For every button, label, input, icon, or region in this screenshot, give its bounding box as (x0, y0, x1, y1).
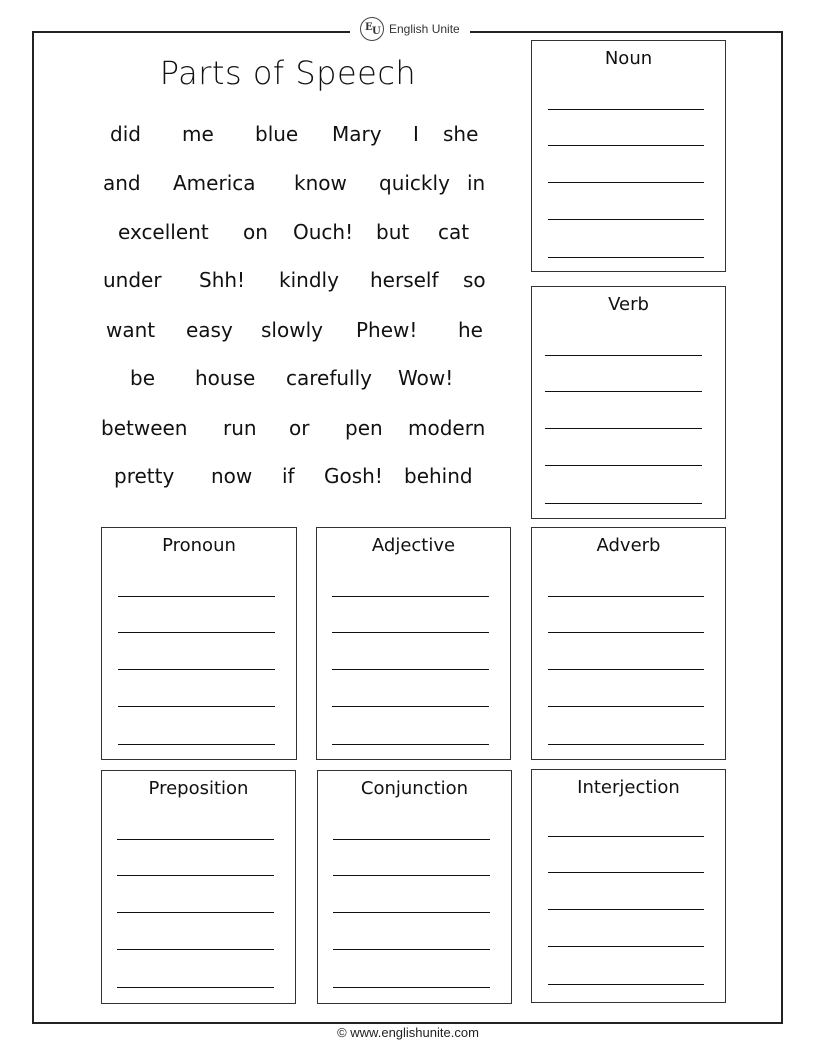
answer-line[interactable] (118, 744, 275, 745)
word-bank-word: kindly (279, 268, 339, 292)
answer-line[interactable] (332, 632, 489, 633)
logo-letter-e: E (365, 22, 373, 33)
word-bank-word: in (467, 171, 486, 195)
category-title: Conjunction (360, 778, 469, 799)
answer-line[interactable] (332, 669, 489, 670)
word-bank-word: between (101, 416, 188, 440)
word-bank-word: Ouch! (293, 220, 354, 244)
word-bank-word: be (130, 366, 155, 390)
word-bank-word: and (103, 171, 141, 195)
answer-line[interactable] (117, 912, 274, 913)
word-bank-word: slowly (261, 318, 323, 342)
word-bank-word: now (211, 464, 253, 488)
word-bank-word: Mary (332, 122, 382, 146)
word-bank-word: under (103, 268, 162, 292)
category-box-noun (531, 40, 726, 272)
answer-line[interactable] (332, 706, 489, 707)
category-box-verb (531, 286, 726, 519)
word-bank-word: did (110, 122, 141, 146)
word-bank-word: house (195, 366, 256, 390)
english-unite-logo-icon (360, 17, 384, 41)
category-box-interjection (531, 769, 726, 1003)
word-bank-word: but (376, 220, 410, 244)
category-box-adverb (531, 527, 726, 760)
word-bank-word: so (463, 268, 486, 292)
word-bank-word: I (413, 122, 419, 146)
answer-line[interactable] (548, 836, 704, 837)
answer-line[interactable] (545, 428, 702, 429)
answer-line[interactable] (333, 987, 490, 988)
word-bank-word: Shh! (199, 268, 246, 292)
answer-line[interactable] (548, 669, 704, 670)
answer-line[interactable] (333, 912, 490, 913)
word-bank-word: want (106, 318, 156, 342)
category-title: Preposition (148, 778, 249, 799)
answer-line[interactable] (545, 355, 702, 356)
answer-line[interactable] (333, 875, 490, 876)
answer-line[interactable] (548, 145, 704, 146)
word-bank-word: if (282, 464, 295, 488)
answer-line[interactable] (118, 632, 275, 633)
worksheet-title: Parts of Speech (159, 54, 417, 92)
answer-line[interactable] (332, 744, 489, 745)
category-title: Verb (608, 294, 649, 315)
word-bank-word: quickly (379, 171, 450, 195)
brand-logo (350, 14, 470, 44)
word-bank-word: modern (408, 416, 486, 440)
category-title: Adverb (596, 535, 661, 556)
answer-line[interactable] (548, 109, 704, 110)
word-bank-word: know (294, 171, 347, 195)
category-box-pronoun (101, 527, 297, 760)
word-bank-word: Gosh! (324, 464, 383, 488)
word-bank-word: herself (370, 268, 439, 292)
answer-line[interactable] (548, 744, 704, 745)
answer-line[interactable] (545, 503, 702, 504)
word-bank-word: on (243, 220, 268, 244)
answer-line[interactable] (117, 987, 274, 988)
answer-line[interactable] (118, 669, 275, 670)
answer-line[interactable] (548, 909, 704, 910)
category-box-conjunction (317, 770, 512, 1004)
answer-line[interactable] (548, 182, 704, 183)
category-box-adjective (316, 527, 511, 760)
answer-line[interactable] (118, 706, 275, 707)
word-bank-word: blue (255, 122, 299, 146)
category-box-preposition (101, 770, 296, 1004)
category-title: Adjective (371, 535, 456, 556)
answer-line[interactable] (548, 632, 704, 633)
answer-line[interactable] (117, 949, 274, 950)
answer-line[interactable] (548, 257, 704, 258)
word-bank-word: pretty (114, 464, 175, 488)
answer-line[interactable] (548, 872, 704, 873)
brand-name: English Unite (389, 22, 460, 36)
word-bank-word: behind (404, 464, 473, 488)
answer-line[interactable] (548, 984, 704, 985)
word-bank-word: cat (438, 220, 470, 244)
category-title: Pronoun (162, 535, 236, 556)
answer-line[interactable] (548, 219, 704, 220)
word-bank-word: Wow! (398, 366, 454, 390)
word-bank-word: me (182, 122, 214, 146)
category-title: Interjection (577, 777, 680, 798)
answer-line[interactable] (545, 391, 702, 392)
answer-line[interactable] (548, 706, 704, 707)
answer-line[interactable] (117, 875, 274, 876)
word-bank-word: Phew! (356, 318, 418, 342)
word-bank-word: or (289, 416, 310, 440)
answer-line[interactable] (548, 596, 704, 597)
answer-line[interactable] (545, 465, 702, 466)
answer-line[interactable] (117, 839, 274, 840)
word-bank-word: easy (186, 318, 233, 342)
answer-line[interactable] (333, 839, 490, 840)
answer-line[interactable] (333, 949, 490, 950)
word-bank-word: excellent (118, 220, 209, 244)
word-bank-word: run (223, 416, 257, 440)
category-title: Noun (604, 48, 653, 69)
word-bank-word: he (458, 318, 483, 342)
copyright-footer: © www.englishunite.com (337, 1025, 479, 1040)
logo-letter-u: U (372, 26, 381, 37)
answer-line[interactable] (548, 946, 704, 947)
word-bank-word: America (173, 171, 256, 195)
word-bank-word: pen (345, 416, 383, 440)
answer-line[interactable] (118, 596, 275, 597)
word-bank-word: carefully (286, 366, 373, 390)
answer-line[interactable] (332, 596, 489, 597)
word-bank-word: she (443, 122, 479, 146)
